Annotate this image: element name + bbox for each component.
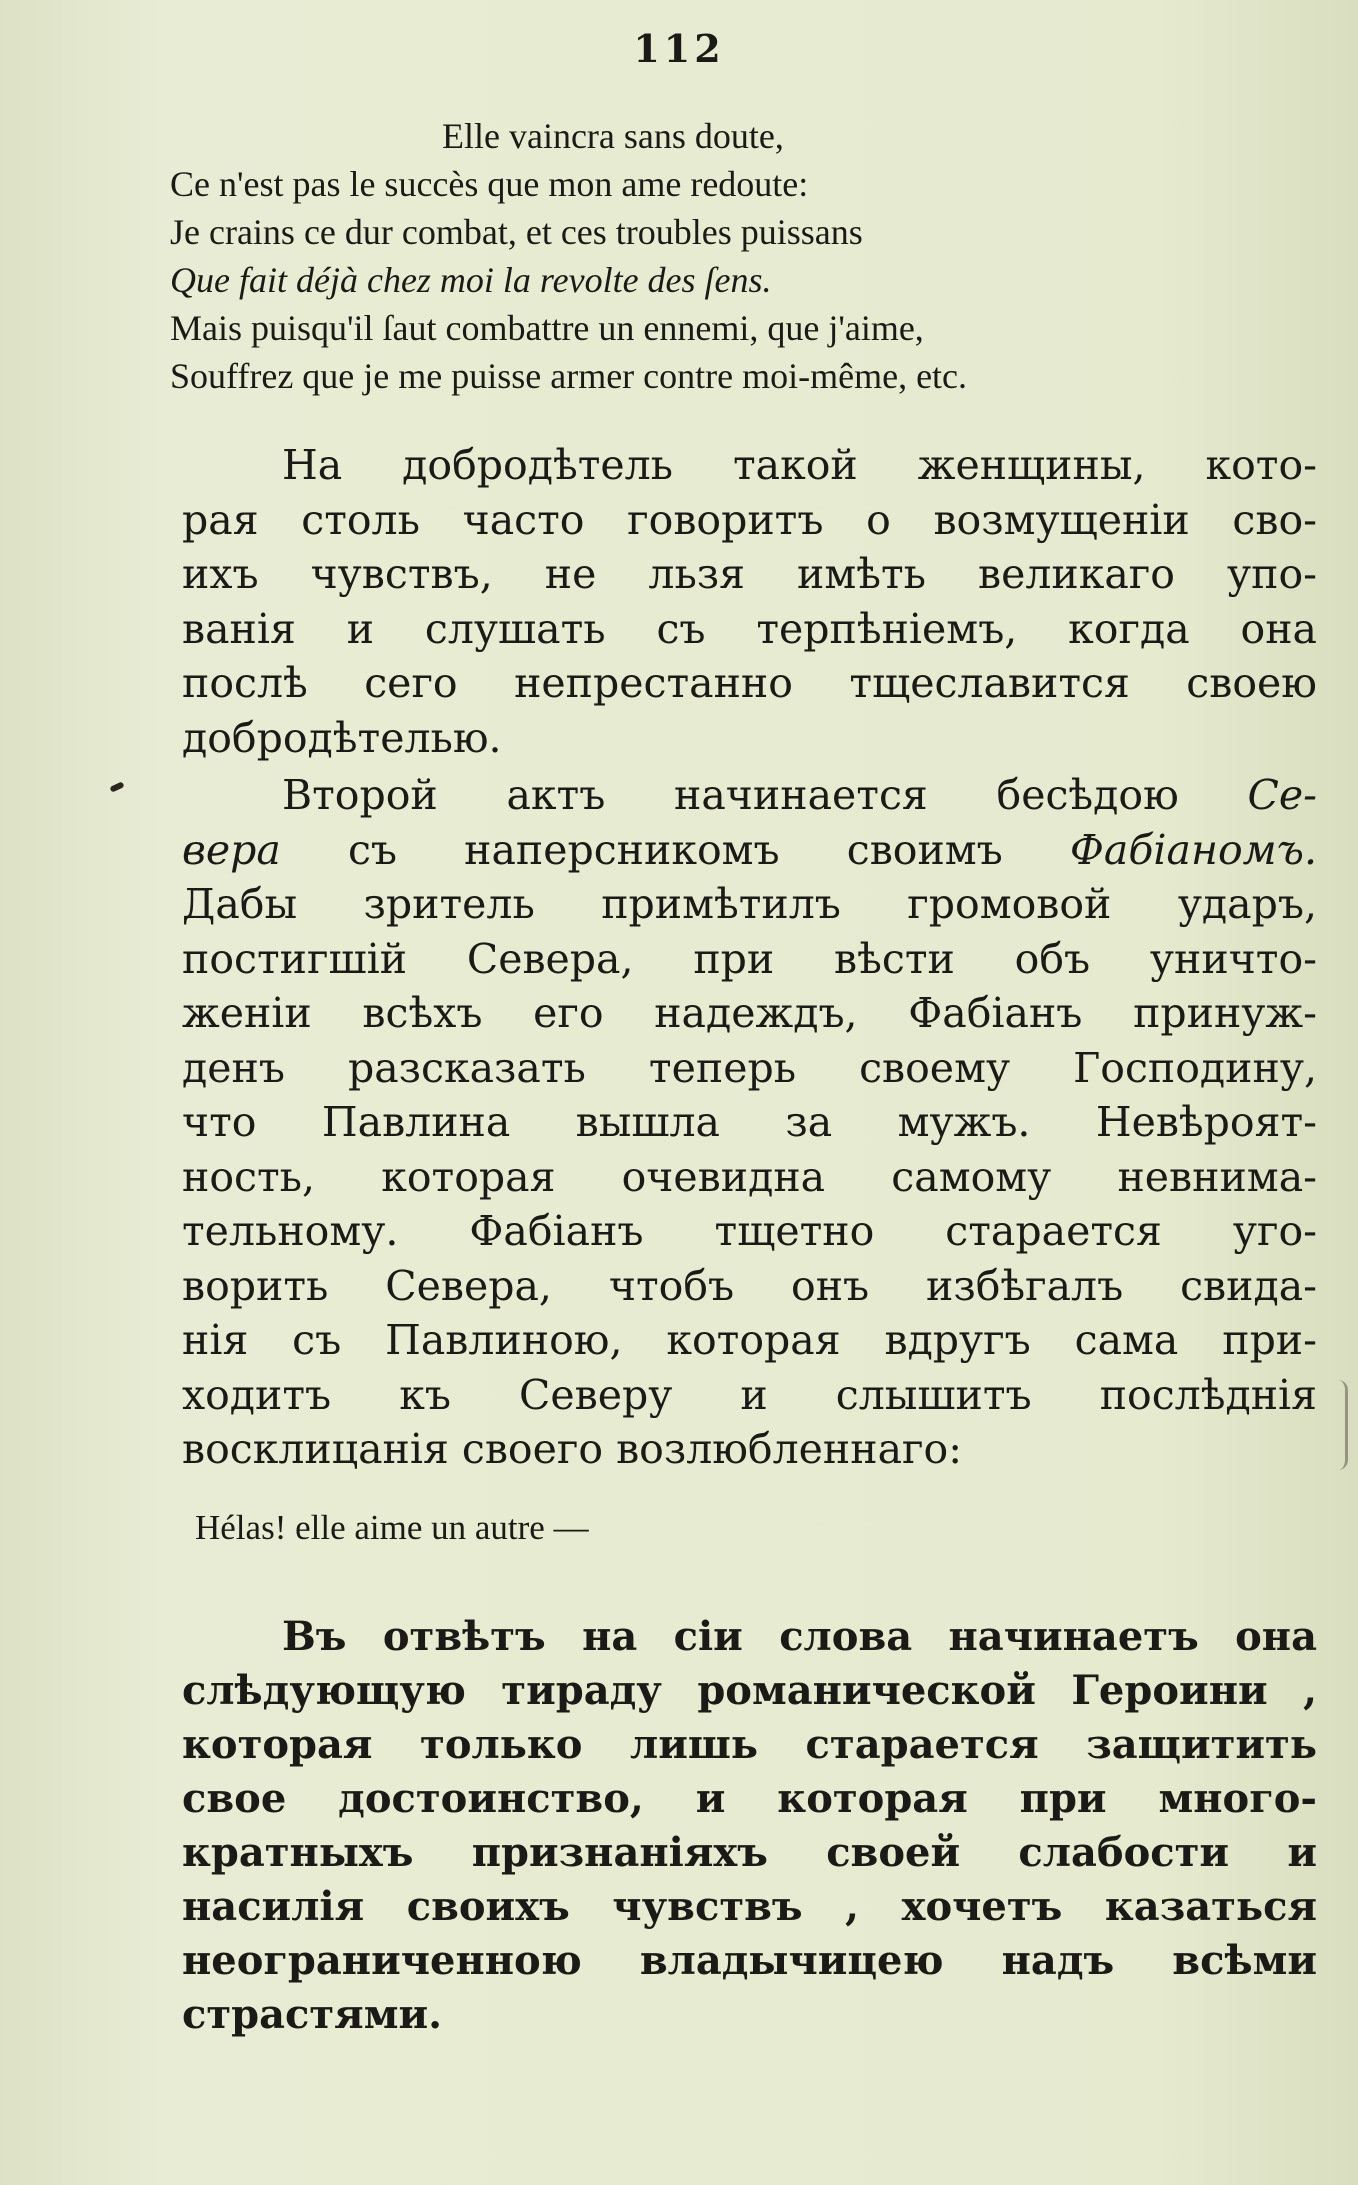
text-line: нія съ Павлиною, которая вдругъ сама при- [182,1316,1317,1364]
paragraph-2 [182,768,1317,1477]
text-line: ванія и слушать съ терпѣніемъ, когда она [182,604,1317,653]
name-severus: Се- [1247,771,1317,819]
text-line: свое достоинство, и которая при много- [182,1775,1317,1822]
text-line: тельному. Фабіанъ тщетно старается уго- [182,1207,1317,1255]
text-line: Дабы зритель примѣтилъ громовой ударъ, [182,880,1317,928]
text-run: Второй актъ начинается бесѣдою [282,771,1248,819]
text-line: что Павлина вышла за мужъ. Невѣроят- [182,1098,1317,1146]
text-line: женіи всѣхъ его надеждъ, Фабіанъ принуж- [182,989,1317,1037]
french-verse-quote [170,112,1290,400]
text-line: неограниченною владычицею надъ всѣми [182,1937,1317,1984]
verse-line: Mais puisqu'il ſaut combattre un ennemi, que j'aime, [170,308,924,348]
text-line: насилія своихъ чувствъ , хочетъ казаться [182,1883,1317,1930]
exclamation-quote: Hélas! elle aime un autre — [195,1508,589,1547]
text-line: рая столь часто говоритъ о возмущеніи сво- [182,495,1317,544]
text-line: постигшій Севера, при вѣсти объ уничто- [182,934,1317,983]
text-line: которая только лишь старается защитить [182,1721,1317,1768]
text-line: денъ разсказать теперь своему Господину, [182,1043,1317,1092]
verse-line: Ce n'est pas le succès que mon ame redoute: [170,164,809,204]
verse-line: Souffrez que je me puisse armer contre moi-même, etc. [170,356,968,396]
text-line: послѣ сего непрестанно тщеславится своею [182,659,1317,707]
name-fabian: Фабіаномъ. [1069,825,1317,874]
text-line [182,768,1317,823]
text-line: ворить Севера, чтобъ онъ избѣгалъ свида- [182,1261,1317,1310]
margin-bracket [1337,1380,1348,1470]
text-line: Въ отвѣтъ на сіи слова начинаетъ она [282,1613,1317,1660]
page-number: 112 [633,26,725,71]
paragraph-1 [182,438,1317,765]
verse-line: Elle vaincra sans doute, [442,116,784,156]
verse-line: Que fait déjà chez moi la revolte des ſens. [170,260,772,300]
text-run: съ наперсникомъ своимъ [280,825,1070,874]
paragraph-3 [182,1610,1317,2042]
text-line: кратныхъ признаніяхъ своей слабости и [182,1829,1317,1876]
text-line: ходитъ къ Северу и слышитъ послѣднія [182,1370,1317,1419]
text-line: добродѣтелью. [182,713,502,762]
text-line: ность, которая очевидна самому невнима- [182,1152,1317,1201]
text-line: восклицанія своего возлюбленнаго: [182,1425,963,1473]
verse-line: Je crains ce dur combat, et ces troubles puissans [170,212,863,252]
name-severus: вера [182,825,281,874]
margin-mark [109,781,124,792]
text-line [182,823,1317,878]
text-line: страстями. [182,1991,443,2038]
text-line: ихъ чувствъ, не льзя имѣть великаго упо- [182,550,1317,598]
text-line: слѣдующую тираду романической Героини , [182,1667,1317,1714]
text-line: На добродѣтель такой женщины, кото- [282,441,1317,489]
